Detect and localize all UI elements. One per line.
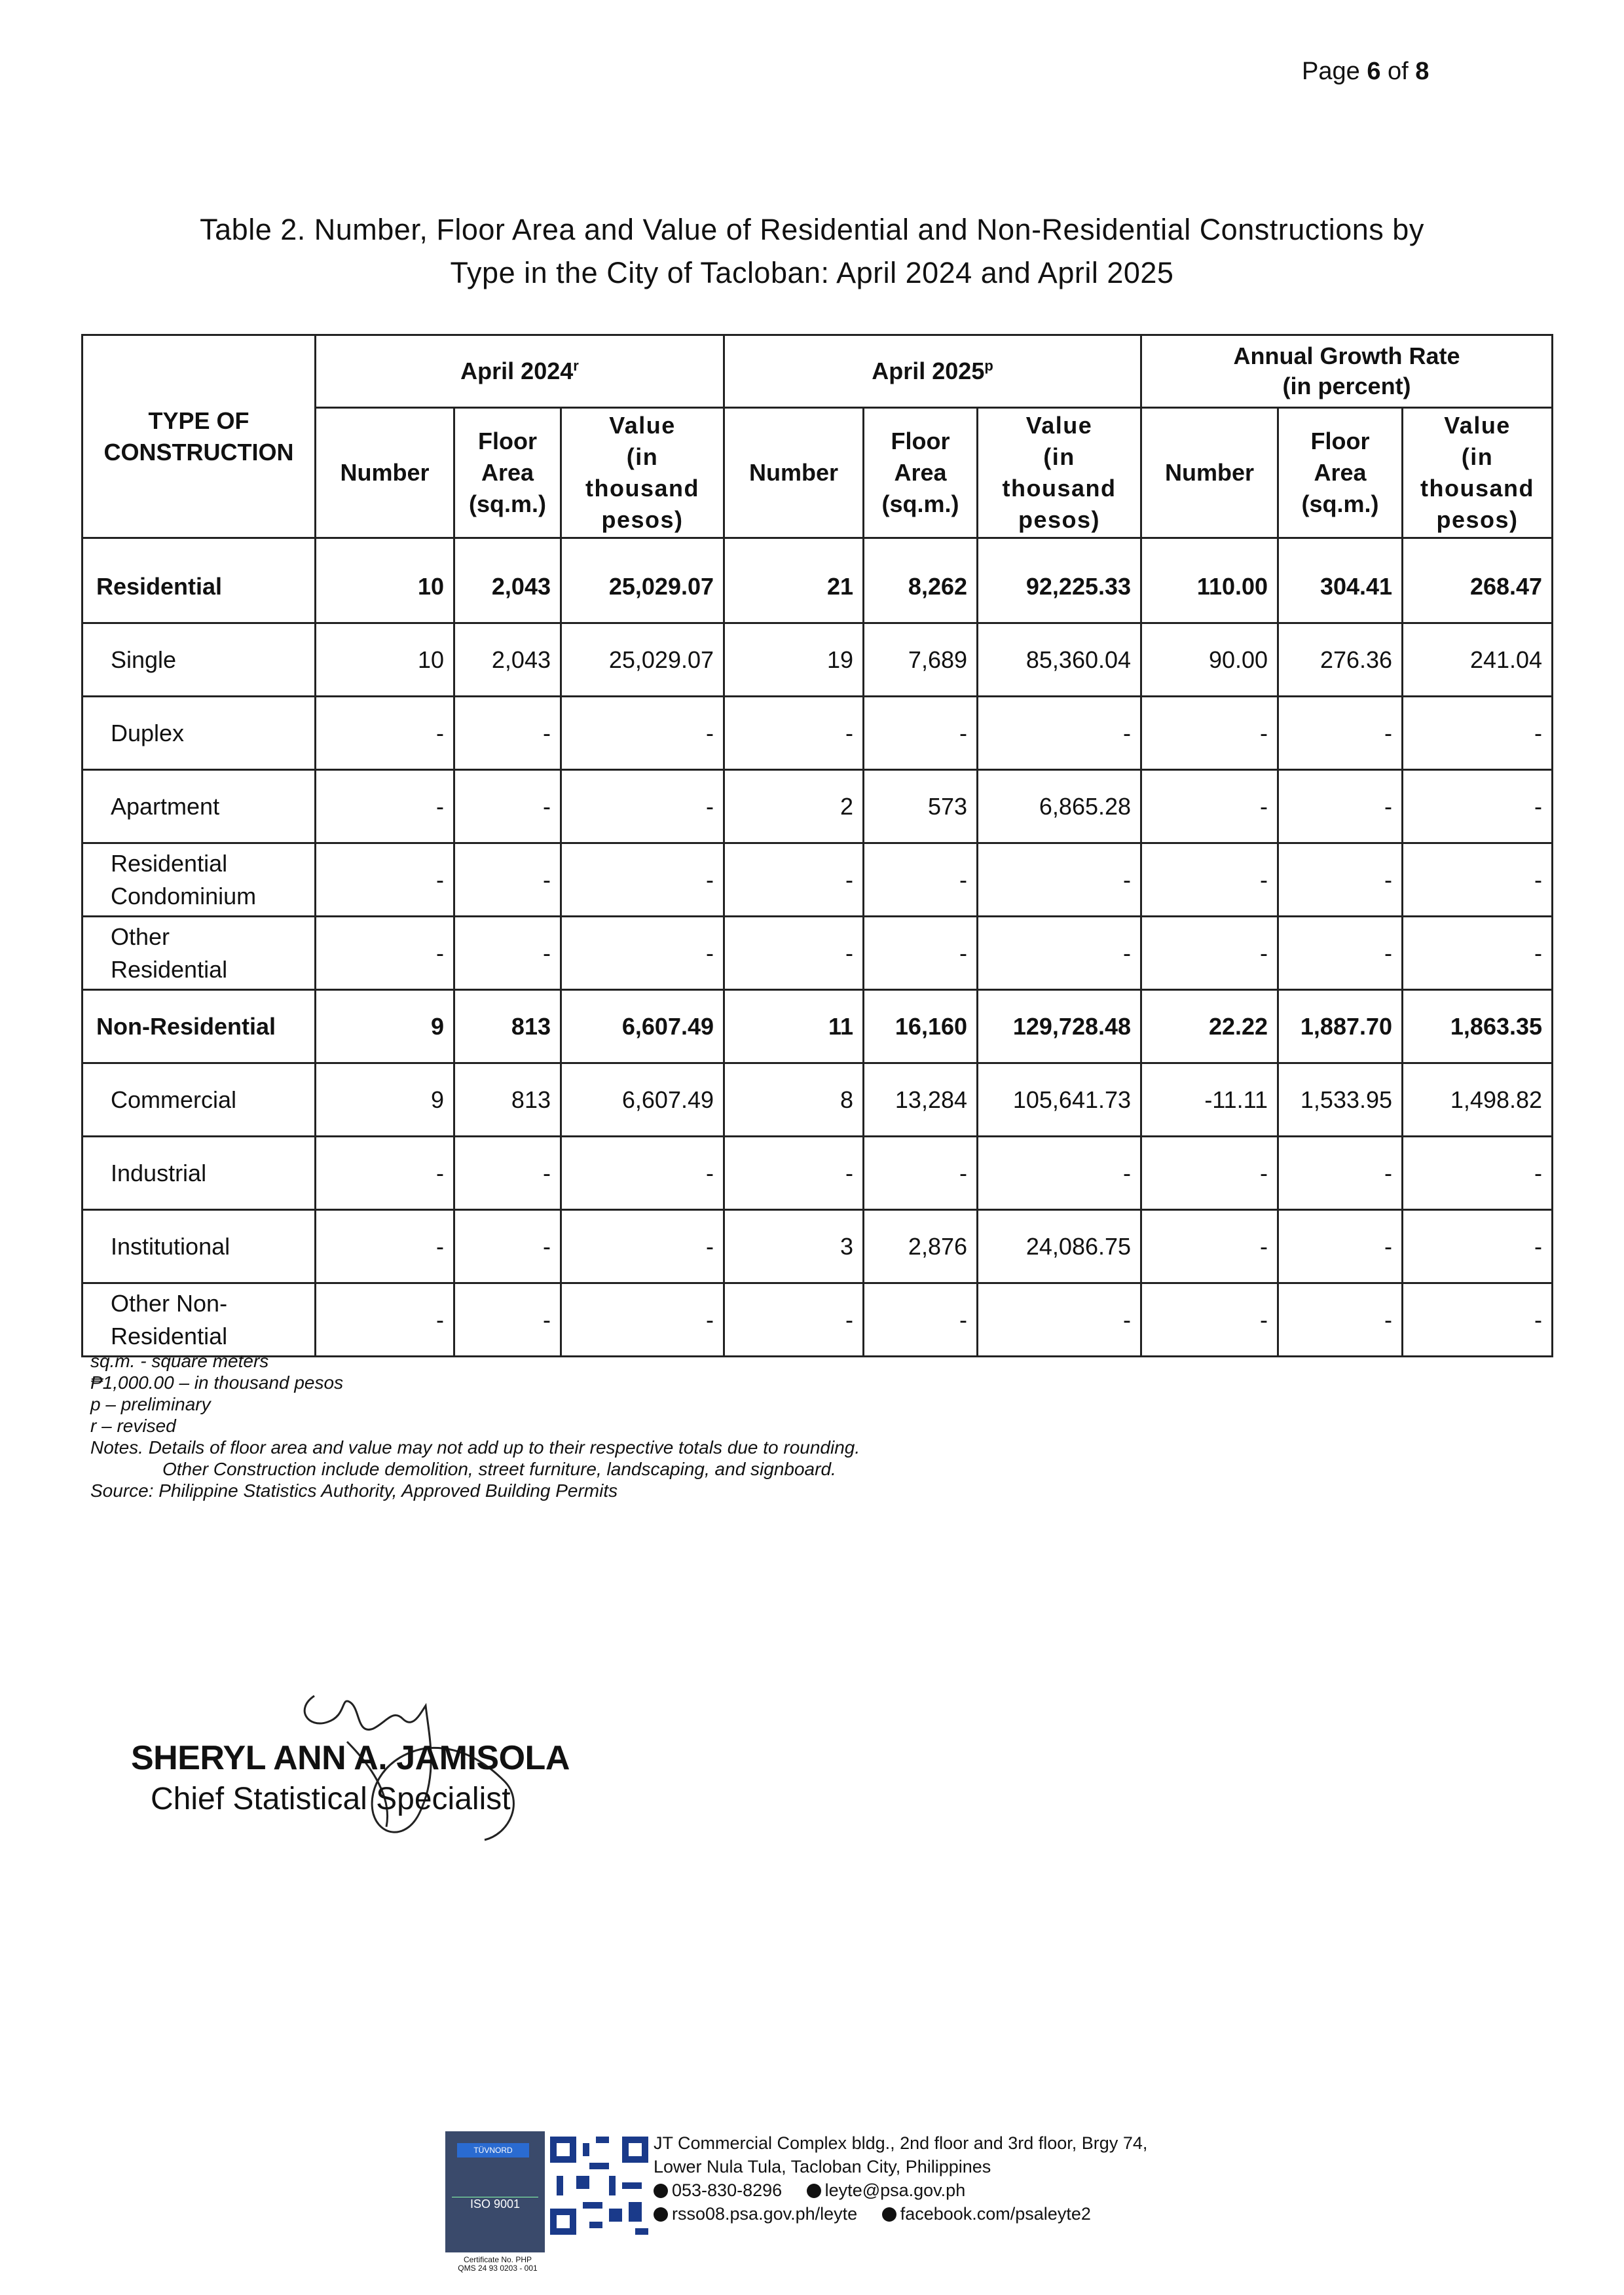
subheader-number: Number xyxy=(316,408,454,538)
table-cell: - xyxy=(316,843,454,917)
table-cell: 13,284 xyxy=(864,1063,978,1137)
subheader-floor-area: Floor Area (sq.m.) xyxy=(864,408,978,538)
table-cell: - xyxy=(1278,1210,1403,1283)
table-cell: 8,262 xyxy=(864,538,978,623)
table-row xyxy=(83,990,1553,1063)
table-cell: - xyxy=(1403,917,1553,990)
group-header-april-2025: April 2025$^p$ xyxy=(724,335,1141,408)
iso-certification-logo: TÜVNORD ISO 9001 xyxy=(445,2131,545,2252)
table-row xyxy=(83,1283,1553,1357)
table-cell: 21 xyxy=(724,538,864,623)
table-cell: - xyxy=(1141,917,1278,990)
table-title-line1: Table 2. Number, Floor Area and Value of Residential and Non-Residential Constructions by xyxy=(200,213,1424,246)
table-cell: 2,043 xyxy=(454,623,561,697)
row-label: Institutional xyxy=(83,1210,316,1283)
table-cell: - xyxy=(561,697,724,770)
table-cell: - xyxy=(864,843,978,917)
table-cell: - xyxy=(454,843,561,917)
table-cell: 11 xyxy=(724,990,864,1063)
page-current: 6 xyxy=(1367,58,1381,85)
table-row xyxy=(83,843,1553,917)
address-line2: Lower Nula Tula, Tacloban City, Philippines xyxy=(654,2157,991,2176)
table-cell: - xyxy=(1403,1210,1553,1283)
table-title xyxy=(92,208,1532,295)
page-label: Page xyxy=(1302,58,1367,85)
certificate-number: Certificate No. PHP QMS 24 93 0203 - 001 xyxy=(458,2255,538,2273)
table-cell: - xyxy=(864,917,978,990)
contact-email: leyte@psa.gov.ph xyxy=(824,2180,966,2200)
table-cell: - xyxy=(864,697,978,770)
table-cell: 22.22 xyxy=(1141,990,1278,1063)
table-cell: 813 xyxy=(454,990,561,1063)
table-cell: 105,641.73 xyxy=(978,1063,1141,1137)
note-preliminary: p – preliminary xyxy=(90,1394,211,1414)
table-cell: - xyxy=(724,917,864,990)
row-label: Industrial xyxy=(83,1137,316,1210)
table-cell: 24,086.75 xyxy=(978,1210,1141,1283)
row-label: Single xyxy=(83,623,316,697)
table-cell: - xyxy=(978,917,1141,990)
table-cell: - xyxy=(978,1137,1141,1210)
table-cell: - xyxy=(1403,770,1553,843)
table-cell: - xyxy=(561,917,724,990)
table-cell: - xyxy=(724,1137,864,1210)
table-cell: 813 xyxy=(454,1063,561,1137)
table-cell: - xyxy=(1141,1283,1278,1357)
table-cell: - xyxy=(316,770,454,843)
table-cell: - xyxy=(561,1137,724,1210)
group-header-april-2024: April 2024$^r$ xyxy=(316,335,724,408)
table-cell: - xyxy=(1403,697,1553,770)
row-label: Apartment xyxy=(83,770,316,843)
table-cell: 8 xyxy=(724,1063,864,1137)
table-cell: 10 xyxy=(316,623,454,697)
table-cell: 9 xyxy=(316,990,454,1063)
table-row xyxy=(83,770,1553,843)
table-cell: - xyxy=(1403,1283,1553,1357)
phone-icon xyxy=(654,2184,668,2198)
table-cell: - xyxy=(864,1283,978,1357)
table-cell: - xyxy=(316,697,454,770)
type-of-construction-header: TYPE OF CONSTRUCTION xyxy=(83,335,316,538)
contact-facebook: facebook.com/psaleyte2 xyxy=(900,2204,1091,2224)
table-cell: - xyxy=(1403,843,1553,917)
note-rounding: Notes. Details of floor area and value may not add up to their respective totals due to rounding. xyxy=(90,1437,860,1458)
table-cell: 573 xyxy=(864,770,978,843)
row-label: Non-Residential xyxy=(83,990,316,1063)
table-cell: 10 xyxy=(316,538,454,623)
table-cell: - xyxy=(454,1283,561,1357)
table-cell: 6,865.28 xyxy=(978,770,1141,843)
table-row xyxy=(83,1063,1553,1137)
table-cell: - xyxy=(316,1137,454,1210)
table-cell: - xyxy=(316,1210,454,1283)
signature-block xyxy=(124,1683,622,1866)
table-cell: 19 xyxy=(724,623,864,697)
table-cell: 25,029.07 xyxy=(561,538,724,623)
table-cell: 3 xyxy=(724,1210,864,1283)
note-source: Source: Philippine Statistics Authority, Approved Building Permits xyxy=(90,1480,618,1501)
table-cell: - xyxy=(454,917,561,990)
table-cell: 1,533.95 xyxy=(1278,1063,1403,1137)
table-cell: 276.36 xyxy=(1278,623,1403,697)
signatory-title: Chief Statistical Specialist xyxy=(151,1782,511,1816)
row-label: Other Residential xyxy=(83,917,316,990)
table-cell: 9 xyxy=(316,1063,454,1137)
table-cell: - xyxy=(1278,917,1403,990)
table-cell: 2,043 xyxy=(454,538,561,623)
table-cell: - xyxy=(561,1283,724,1357)
row-label: Other Non- Residential xyxy=(83,1283,316,1357)
note-peso: ₱1,000.00 – in thousand pesos xyxy=(90,1372,344,1393)
table-cell: - xyxy=(864,1137,978,1210)
table-row xyxy=(83,538,1553,623)
table-cell: - xyxy=(1278,1283,1403,1357)
table-cell: - xyxy=(1403,1137,1553,1210)
table-cell: - xyxy=(1278,770,1403,843)
table-cell: - xyxy=(724,697,864,770)
table-row xyxy=(83,917,1553,990)
table-cell: 129,728.48 xyxy=(978,990,1141,1063)
subheader-value: Value (in thousand pesos) xyxy=(978,408,1141,538)
table-cell: 2,876 xyxy=(864,1210,978,1283)
row-label: Duplex xyxy=(83,697,316,770)
table-cell: - xyxy=(1278,1137,1403,1210)
table-cell: - xyxy=(454,697,561,770)
table-cell: - xyxy=(561,843,724,917)
table-cell: 85,360.04 xyxy=(978,623,1141,697)
table-cell: - xyxy=(316,1283,454,1357)
table-cell: - xyxy=(978,843,1141,917)
table-cell: 268.47 xyxy=(1403,538,1553,623)
table-cell: - xyxy=(1141,770,1278,843)
table-cell: - xyxy=(1141,697,1278,770)
subheader-value: Value (in thousand pesos) xyxy=(561,408,724,538)
signatory-name: SHERYL ANN A. JAMISOLA xyxy=(131,1739,570,1777)
table-cell: 90.00 xyxy=(1141,623,1278,697)
footer xyxy=(445,2131,1231,2275)
construction-table xyxy=(81,334,1553,1357)
address-line1: JT Commercial Complex bldg., 2nd floor and 3rd floor, Brgy 74, xyxy=(654,2133,1148,2153)
page-number xyxy=(1302,58,1429,86)
table-cell: - xyxy=(978,697,1141,770)
table-cell: 7,689 xyxy=(864,623,978,697)
table-cell: 92,225.33 xyxy=(978,538,1141,623)
contact-website: rsso08.psa.gov.ph/leyte xyxy=(672,2204,858,2224)
page-of: of xyxy=(1380,58,1416,85)
table-cell: - xyxy=(454,770,561,843)
table-cell: - xyxy=(1141,1210,1278,1283)
table-row xyxy=(83,697,1553,770)
note-sqm: sq.m. - square meters xyxy=(90,1351,269,1371)
subheader-floor-area: Floor Area (sq.m.) xyxy=(1278,408,1403,538)
table-cell: 1,887.70 xyxy=(1278,990,1403,1063)
table-cell: - xyxy=(561,1210,724,1283)
table-cell: - xyxy=(978,1283,1141,1357)
globe-icon xyxy=(654,2207,668,2222)
row-label: Residential xyxy=(83,538,316,623)
qr-code-icon xyxy=(550,2137,648,2235)
table-row xyxy=(83,1137,1553,1210)
subheader-value: Value (in thousand pesos) xyxy=(1403,408,1553,538)
note-other-construction: Other Construction include demolition, street furniture, landscaping, and signboard. xyxy=(162,1459,836,1479)
subheader-number: Number xyxy=(724,408,864,538)
table-cell: -11.11 xyxy=(1141,1063,1278,1137)
table-cell: - xyxy=(724,1283,864,1357)
table-row xyxy=(83,623,1553,697)
subheader-number: Number xyxy=(1141,408,1278,538)
table-row xyxy=(83,1210,1553,1283)
email-icon xyxy=(807,2184,821,2198)
facebook-icon xyxy=(882,2207,896,2222)
row-label: Commercial xyxy=(83,1063,316,1137)
page-total: 8 xyxy=(1415,58,1430,85)
subheader-floor-area: Floor Area (sq.m.) xyxy=(454,408,561,538)
table-cell: - xyxy=(724,843,864,917)
table-cell: 241.04 xyxy=(1403,623,1553,697)
table-title-line2: Type in the City of Tacloban: April 2024 and April 2025 xyxy=(450,256,1174,289)
table-cell: 1,863.35 xyxy=(1403,990,1553,1063)
note-revised: r – revised xyxy=(90,1416,176,1436)
table-cell: - xyxy=(316,917,454,990)
table-cell: 1,498.82 xyxy=(1403,1063,1553,1137)
row-label: Residential Condominium xyxy=(83,843,316,917)
table-cell: 6,607.49 xyxy=(561,990,724,1063)
table-cell: 16,160 xyxy=(864,990,978,1063)
table-cell: 110.00 xyxy=(1141,538,1278,623)
table-cell: 304.41 xyxy=(1278,538,1403,623)
table-cell: - xyxy=(1278,697,1403,770)
contact-phone: 053-830-8296 xyxy=(672,2180,783,2200)
table-cell: 2 xyxy=(724,770,864,843)
table-cell: 25,029.07 xyxy=(561,623,724,697)
table-cell: 6,607.49 xyxy=(561,1063,724,1137)
contact-info xyxy=(654,2131,1147,2226)
table-notes xyxy=(90,1350,860,1501)
table-cell: - xyxy=(1141,843,1278,917)
table-cell: - xyxy=(1278,843,1403,917)
table-cell: - xyxy=(561,770,724,843)
table-cell: - xyxy=(1141,1137,1278,1210)
group-header-growth-rate: Annual Growth Rate (in percent) xyxy=(1141,335,1553,408)
table-cell: - xyxy=(454,1137,561,1210)
table-cell: - xyxy=(454,1210,561,1283)
